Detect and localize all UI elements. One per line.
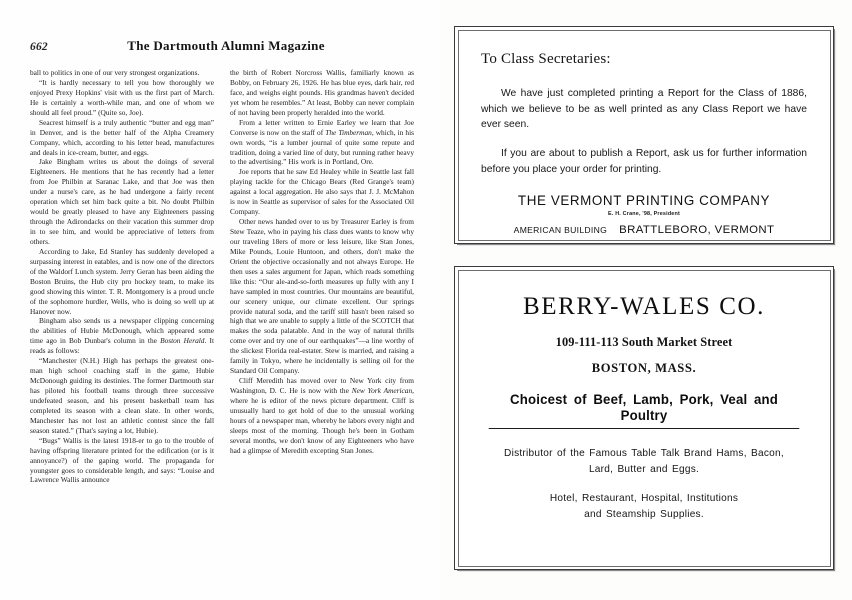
ad-city-state: BRATTLEBORO, VERMONT — [619, 224, 775, 237]
paragraph: ball to politics in one of our very strongest organizations. — [30, 68, 200, 77]
ad-supplies-block — [477, 491, 811, 522]
paragraph: Cliff Meredith has moved over to New York city from Washington, D. C. He is now with the New York American, where he is editor of the news picture department. Cliff is unusually hard to get hold of due to the unusual working hours of a newspaper man, whereby he labors every night and sleeps most of the morning. Though he's been in Gotham several months, we don't know of any Eighteeners who have had a glimpse of Meredith excepting Stan Jones. — [230, 376, 414, 455]
text-columns — [30, 68, 414, 596]
ad-street-address: 109-111-113 South Market Street — [555, 335, 733, 349]
paragraph: Bingham also sends us a newspaper clipping concerning the abilities of Hubie McDonough, which appeared some time ago in Bob Dunbar's column in the Boston Herald. It reads as follows: — [30, 316, 214, 356]
paragraph: “It is hardly necessary to tell you how thoroughly we enjoyed Prexy Hopkins' visit with us the first part of March. He is certainly a worth-while man, and one of whom we should all feel proud.” (Quite so, Joe). — [30, 77, 214, 117]
page-number: 662 — [30, 41, 48, 53]
ad-berry-wales[interactable] — [454, 266, 834, 570]
paragraph: Jake Bingham writes us about the doings of several Eighteeners. He mentions that he has recently had a letter from Joe Philbin at Saranac Lake, and that Joe was then under a nurse's care, as he had undergone a fairly recent operation which set him back quite a bit. No doubt Philbin would be greatly pleased to have any Eighteeners passing through the Adirondacks on their vacation this summer drop in to see him, and would be appreciative of letters from others. — [30, 157, 214, 246]
right-page-ads — [440, 0, 852, 600]
ad-distributor-line-1: Distributor of the Famous Table Talk Brand Hams, Bacon, — [504, 448, 784, 459]
ad-company-name: BERRY-WALES CO. — [522, 293, 766, 320]
paragraph: Joe reports that he saw Ed Healey while in Seattle last fall playing tackle for the Chicago Bears (Red Grange's team) against a local aggregation. He also says that J. J. McMahon is now in Seattle as supervisor of sales for the Associated Oil Company. — [230, 167, 414, 217]
paragraph: “Manchester (N.H.) High has perhaps the greatest one-man high school coaching staff in the game, Hubie McDonough guiding its destinies. The former Dartmouth star has piloted his football teams through three successive undefeated season, and his present basketball team has completed its season with a clean slate. In other words, Manchester has not lost an athletic contest since the fall season stated.” (That's saying a lot, Hubie). — [30, 356, 214, 435]
ad-distributor-block — [477, 446, 811, 477]
ad-distributor-line-2: Lard, Butter and Eggs. — [588, 463, 700, 475]
ad-tagline: Choicest of Beef, Lamb, Pork, Veal and Poultry — [489, 392, 800, 429]
column-left — [30, 68, 214, 596]
ad-building: AMERICAN BUILDING — [513, 225, 608, 236]
running-head — [30, 38, 414, 54]
paragraph: Other news handed over to us by Treasurer Earley is from Stew Teaze, who in paying his class dues wants to know why our traveling 18ers of more or less leisure, like Stan Jones, Mike Pounds, Louie Huntoon, and others, don't make the Orient the objective occasionally and not always Europe. He then uses a sales argument for Japan, which reads something like this: “Our ale-and-so-forth measures up fully with any I have sampled in most countries. Our mountains are beautiful, our scenery unique, our climate excellent. Our springs provide natural soda, and the tariff still hasn't been raised so high that we are unable to supply a little of the SCOTCH that makes the soda palatable. And in the way of natural thrills come over and try one of our earthquakes”—a line worthy of the slickest Florida real-estater. Stew is married, and raising a family in Tokyo, where he incidentally is selling oil for the Standard Oil Company. — [230, 217, 414, 376]
ad-city-state: BOSTON, MASS. — [591, 361, 697, 375]
magazine-title: The Dartmouth Alumni Magazine — [127, 38, 325, 53]
column-right — [230, 68, 414, 596]
paragraph: From a letter written to Ernie Earley we learn that Joe Converse is now on the staff of The Timberman, which, in his own words, “is a lumber journal of quite some repute and tradition, doing a varied line of duty, but running rather heavy to the advertising.” His work is in Portland, Ore. — [230, 117, 414, 167]
ad-paragraph-2: If you are about to publish a Report, ask us for further information before you place your order for printing. — [481, 147, 807, 175]
paragraph: Seacrest himself is a truly authentic “butter and egg man” in Denver, and is the better half of the Alpha Creamery Company, which, according to his letter head, manufactures and deals in ice-cream, butter, and eggs. — [30, 117, 214, 157]
paragraph: the birth of Robert Norcross Wallis, familiarly known as Bobby, on February 26, 1926. He has blue eyes, dark hair, red face, and weighs eight pounds. His grandmas haven't decided yet whom he resembles.” At least, Bobby can never complain of not having been properly heralded into the world. — [230, 68, 414, 117]
ad-company-name: THE VERMONT PRINTING COMPANY — [517, 193, 771, 209]
ad-address-line — [481, 220, 807, 238]
ad-heading: To Class Secretaries: — [481, 51, 611, 67]
ad-spacer — [454, 244, 834, 266]
paragraph: “Bugs” Wallis is the latest 1918-er to go to the trouble of having offspring literature printed for the edification (or is it annoyance?) of the gaping world. The propaganda for youngster goes to considerable length, and says: “Louise and Lawrence Wallis announce — [30, 435, 214, 485]
ad-vermont-printing[interactable] — [454, 26, 834, 244]
ad-paragraph-1: We have just completed printing a Report for the Class of 1886, which we believe to be as well printed as any Class Report we have ever seen. — [481, 88, 807, 131]
ad-supplies-line-2: and Steamship Supplies. — [584, 508, 704, 520]
ad-president-line: E. H. Crane, '98, President — [608, 211, 680, 218]
paragraph: According to Jake, Ed Stanley has suddenly developed a surpassing interest in eatables, and is now one of the directors of the Waldorf Lunch system. Jerry Geran has been aiding the Boston Bruins, the Hub city pro hockey team, to make its good showing this winter. T. R. Montgomery is a proud uncle of the sophomore hurdler, Wells, who is doing so well up at Hanover now. — [30, 246, 214, 316]
ad-supplies-line-1: Hotel, Restaurant, Hospital, Institutions — [549, 493, 739, 505]
